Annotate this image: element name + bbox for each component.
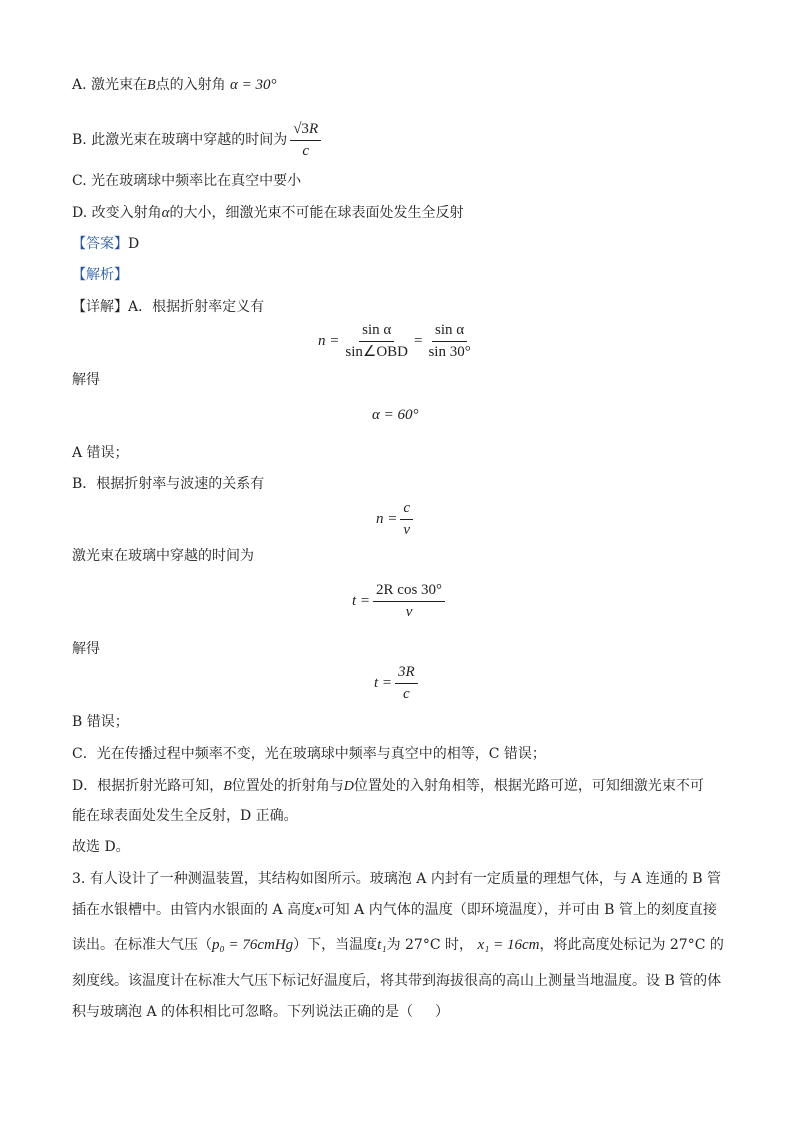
- analysis-label: 【解析】: [72, 267, 128, 283]
- question3-line-4: 刻度线。该温度计在标准大气压下标记好温度后，将其带到海拔很高的高山上测量当地温度。设 B 管的体: [72, 973, 722, 989]
- detail-line-c: C．光在传播过程中频率不变，光在玻璃球中频率与真空中的相等，C 错误；: [72, 746, 546, 762]
- b-wrong: B 错误；: [72, 714, 129, 730]
- equation-refractive-index: n = $\frac{\text{sin α}}{\text{sin∠OBD}}$ = $\frac{\text{sin α}}{\sin 30^\circ}$: [318, 322, 471, 360]
- solve-label-2: 解得: [72, 641, 100, 657]
- detail-line-d-2: 能在球表面处发生全反射，D 正确。: [72, 808, 298, 824]
- solve-label-1: 解得: [72, 372, 100, 388]
- answer-line: 【答案】D: [72, 236, 140, 252]
- option-c: C. 光在玻璃球中频率比在真空中要小: [72, 173, 302, 189]
- equation-n-c-v: n = $\frac{c}{v}$: [376, 500, 416, 539]
- question3-line-3: 读出。在标准大气压（p₀ = 76cmHg）下，当温度t₁为 27°C 时， x₁ = 16cm，将此高度处标记为 27°C 的: [72, 937, 724, 953]
- equation-time-2: t = $\frac{3R}{c}$: [374, 664, 421, 703]
- question3-line-2: 插在水银槽中。由管内水银面的 A 高度x可知 A 内气体的温度（即环境温度），并可由 B 管上的刻度直接: [72, 902, 717, 918]
- question3-line-1: 3. 有人设计了一种测温装置，其结构如图所示。玻璃泡 A 内封有一定质量的理想气体，与 A 连通的 B 管: [72, 871, 722, 887]
- option-d: D. 改变入射角α的大小，细激光束不可能在球表面处发生全反射: [72, 205, 464, 221]
- detail-line-d-1: D．根据折射光路可知，B位置处的折射角与D位置处的入射角相等，根据光路可逆，可知细激光束不可: [72, 778, 704, 794]
- detail-line-b: B．根据折射率与波速的关系有: [72, 476, 265, 492]
- option-a: A. 激光束在B点的入射角 α = 30°: [72, 77, 277, 93]
- time-line: 激光束在玻璃中穿越的时间为: [72, 548, 254, 564]
- choose-line: 故选 D。: [72, 839, 130, 855]
- option-b-fraction: $\frac{√3R}{c}$: [290, 121, 321, 160]
- question3-line-5: 积与玻璃泡 A 的体积相比可忽略。下列说法正确的是（ ）: [72, 1004, 450, 1020]
- a-wrong: A 错误；: [72, 445, 129, 461]
- option-b: B. 此激光束在玻璃中穿越的时间为 $\frac{√3R}{c}$: [72, 120, 324, 160]
- equation-time-1: t = $\frac{\text{2R cos 30°}}{v}$: [352, 582, 448, 621]
- detail-line-a: 【详解】A．根据折射率定义有: [72, 299, 265, 315]
- equation-alpha: α = 60°: [372, 407, 419, 423]
